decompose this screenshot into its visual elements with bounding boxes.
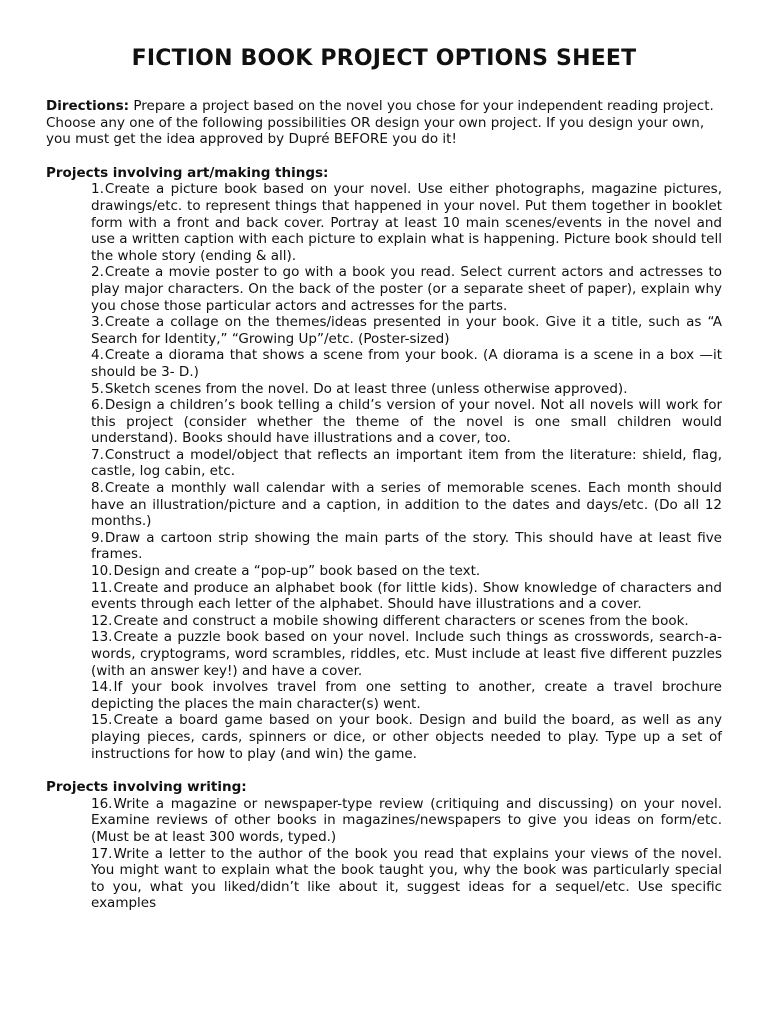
item-text: Create a monthly wall calendar with a series of memorable scenes. Each month should have an illustration/picture and a caption, in addition to the dates and days/etc. (Do all 12 months.) — [91, 480, 722, 530]
item-text: Create a diorama that shows a scene from your book. (A diorama is a scene in a box —it should be 3- D.) — [91, 347, 722, 380]
list-item — [91, 264, 722, 314]
item-text: Write a letter to the author of the book you read that explains your views of the novel. You might want to explain what the book taught you, why the book was particularly special to you, what you liked/didn’t like about it, suggest ideas for a sequel/etc. Use specific examples — [91, 845, 722, 912]
section-heading-writing: Projects involving writing: — [46, 779, 247, 796]
item-text: Create and produce an alphabet book (for little kids). Show knowledge of characters and events through each letter of the alphabet. Should have illustrations and a cover. — [91, 579, 722, 613]
list-item — [91, 530, 722, 563]
list-item — [91, 629, 722, 679]
spacer — [46, 148, 722, 165]
item-number: 7. — [91, 446, 104, 463]
list-item — [91, 712, 722, 762]
item-text: If your book involves travel from one setting to another, create a travel brochure depicting the places the main character(s) went. — [91, 679, 722, 712]
directions-paragraph — [46, 98, 722, 148]
item-number: 13. — [91, 629, 113, 646]
list-item — [91, 563, 722, 580]
list-item — [91, 846, 722, 912]
item-text: Create a collage on the themes/ideas presented in your book. Give it a title, such as “A Search for Identity,” “Growing Up”/etc. (Poster-sized) — [91, 314, 722, 347]
item-number: 9. — [91, 529, 104, 546]
list-item — [91, 613, 722, 630]
item-number: 14. — [91, 679, 113, 696]
item-text: Create a puzzle book based on your novel. Include such things as crosswords, search-a- words, cryptograms, word scrambles, riddles, etc. Must include at least five different puzzles (with an answer key!) and have a cover. — [91, 629, 722, 679]
list-item — [91, 397, 722, 447]
item-number: 8. — [91, 480, 104, 497]
item-text: Create a picture book based on your novel. Use either photographs, magazine pictures, drawings/etc. to represent things that happened in your novel. Put them together in booklet form with a front and back cover. Portray at least 10 main scenes/events in the novel and use a written caption with each picture to explain what is happening. Picture book should tell the whole story (ending & all). — [91, 181, 722, 264]
project-list-art — [46, 181, 722, 762]
item-text: Draw a cartoon strip showing the main parts of the story. This should have at least five frames. — [91, 529, 722, 563]
item-number: 10. — [91, 563, 113, 580]
item-number: 4. — [91, 347, 104, 364]
project-list-writing — [46, 796, 722, 912]
item-number: 3. — [91, 314, 104, 331]
item-text: Create and construct a mobile showing different characters or scenes from the book. — [113, 612, 689, 629]
list-item — [91, 679, 722, 712]
item-number: 11. — [91, 579, 113, 596]
directions-text: Prepare a project based on the novel you chose for your independent reading project. Choose any one of the following possibilities OR design your own project. If you design your own, you must get the idea approved by Dupré BEFORE you do it! — [46, 98, 714, 148]
list-item — [91, 347, 722, 380]
item-text: Create a movie poster to go with a book you read. Select current actors and actresses to play major characters. On the back of the poster (or a separate sheet of paper), explain why you chose those particular actors and actresses for the parts. — [91, 264, 722, 314]
item-number: 1. — [91, 181, 104, 198]
item-number: 6. — [91, 397, 104, 414]
item-number: 2. — [91, 264, 104, 281]
directions-label: Directions: — [46, 98, 130, 114]
item-text: Design and create a “pop-up” book based on the text. — [113, 563, 481, 580]
list-item — [91, 580, 722, 613]
item-text: Sketch scenes from the novel. Do at least three (unless otherwise approved). — [104, 380, 628, 397]
list-item — [91, 480, 722, 530]
section-heading-art: Projects involving art/making things: — [46, 164, 329, 181]
section-art — [46, 165, 722, 762]
item-number: 17. — [91, 845, 113, 862]
item-number: 15. — [91, 712, 113, 729]
section-writing — [46, 779, 722, 912]
list-item — [91, 314, 722, 347]
item-number: 12. — [91, 612, 113, 629]
spacer — [46, 762, 722, 779]
list-item — [91, 796, 722, 846]
item-text: Create a board game based on your book. Design and build the board, as well as any playing pieces, cards, spinners or dice, or other objects needed to play. Type up a set of instructions for how to play (and win) the game. — [91, 712, 722, 762]
item-number: 16. — [91, 795, 113, 812]
page-title: FICTION BOOK PROJECT OPTIONS SHEET — [131, 46, 637, 71]
list-item — [91, 381, 722, 398]
item-text: Construct a model/object that reflects an important item from the literature: shield, flag, castle, log cabin, etc. — [91, 446, 722, 480]
item-text: Design a children’s book telling a child’s version of your novel. Not all novels will work for this project (consider whether the theme of the novel is one small children would understand). Books should have illustrations and a cover, too. — [91, 397, 722, 447]
item-text: Write a magazine or newspaper-type review (critiquing and discussing) on your novel. Examine reviews of other books in magazines/newspapers to give you ideas on form/etc. (Must be at least 300 words, typed.) — [91, 795, 722, 845]
list-item — [91, 181, 722, 264]
list-item — [91, 447, 722, 480]
item-number: 5. — [91, 380, 104, 397]
